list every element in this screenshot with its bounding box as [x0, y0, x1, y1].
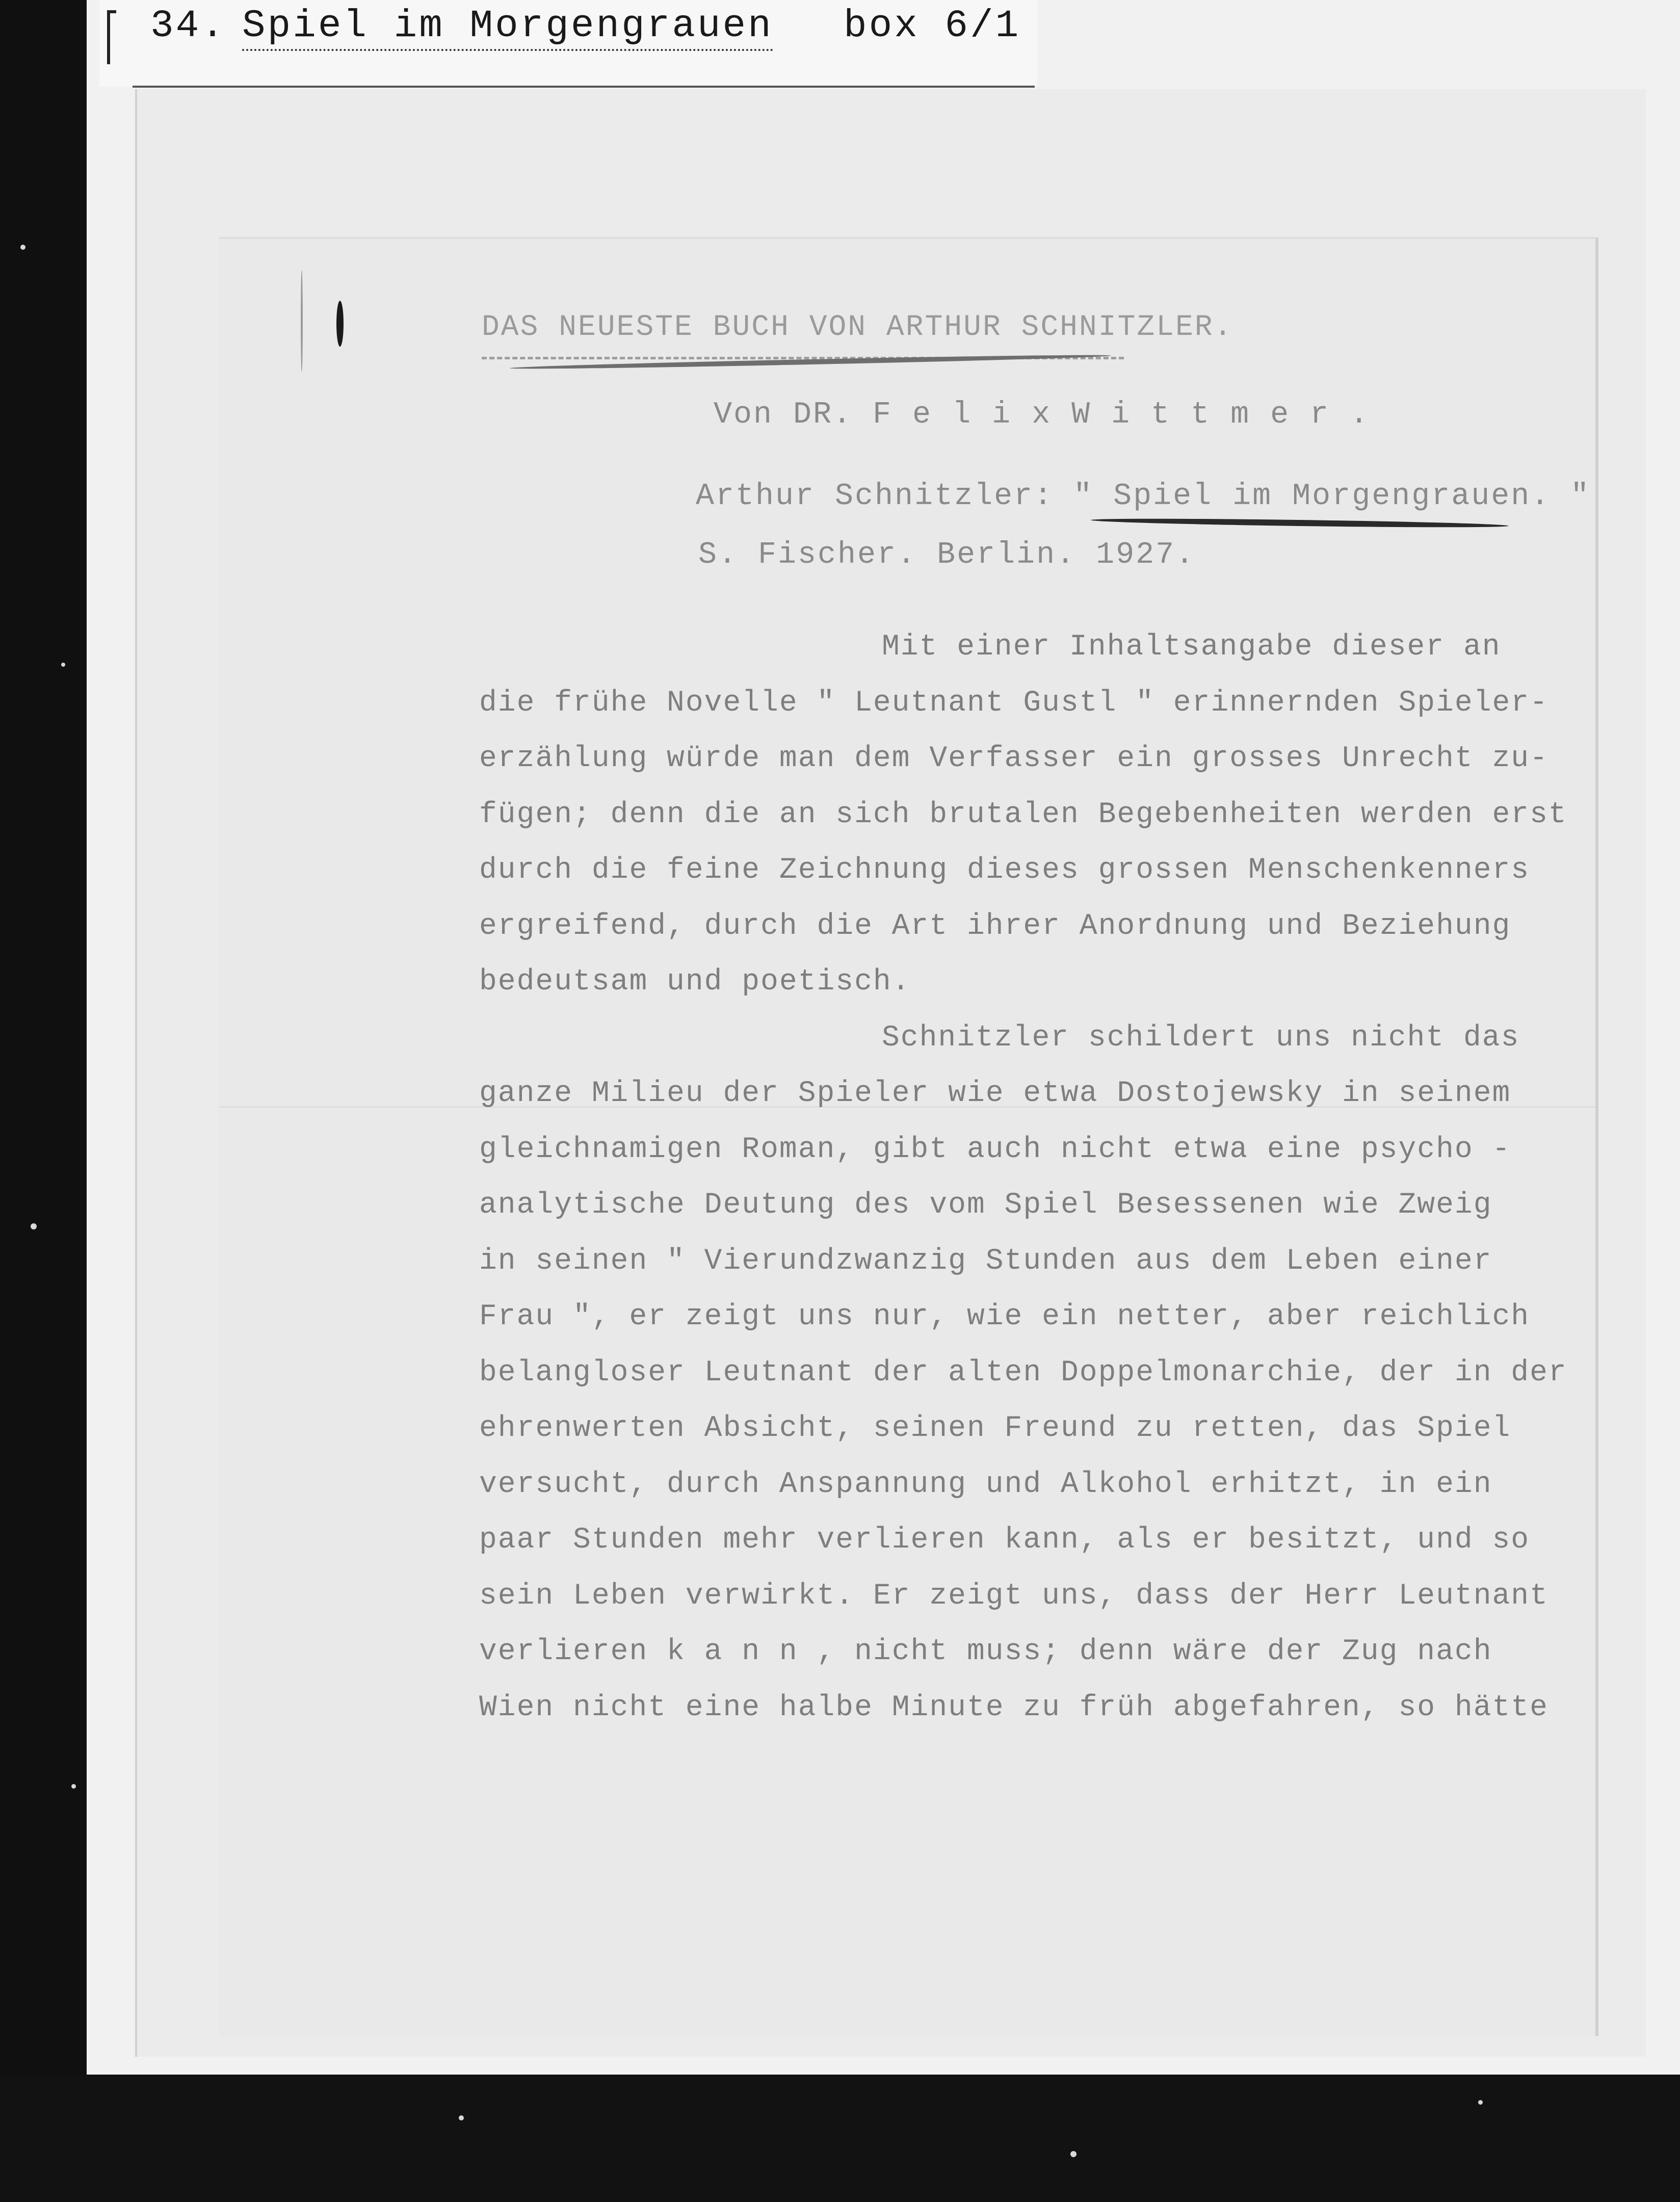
paragraph-1-line: erzählung würde man dem Verfasser ein grosses Unrecht zu-: [479, 742, 1548, 775]
author-byline: Von DR. F e l i x W i t t m e r .: [714, 398, 1370, 432]
margin-ink-mark: [336, 301, 344, 347]
paragraph-1-line: durch die feine Zeichnung dieses grossen Menschenkenners: [479, 854, 1530, 887]
corner-bracket-mark: [107, 10, 116, 64]
paragraph-2-line: ehrenwerten Absicht, seinen Freund zu retten, das Spiel: [479, 1412, 1511, 1445]
paragraph-1-line: die frühe Novelle " Leutnant Gustl " erinnernden Spieler-: [479, 686, 1548, 720]
paragraph-2-line: verlieren k a n n , nicht muss; denn wäre der Zug nach: [479, 1635, 1492, 1668]
scan-dust-speck: [1478, 2100, 1483, 2105]
archive-item-title: Spiel im Morgengrauen: [242, 4, 773, 51]
header-divider: [133, 86, 1035, 88]
paragraph-2-line: belangloser Leutnant der alten Doppelmonarchie, der in der: [479, 1356, 1567, 1390]
scan-dust-speck: [71, 1784, 76, 1789]
scan-border-left: [0, 0, 92, 2202]
paragraph-2-line: Schnitzler schildert uns nicht das: [882, 1021, 1520, 1055]
paragraph-1-line: ergreifend, durch die Art ihrer Anordnung und Beziehung: [479, 909, 1511, 943]
paragraph-2-line: ganze Milieu der Spieler wie etwa Dostojewsky in seinem: [479, 1077, 1511, 1110]
paragraph-2-line: Wien nicht eine halbe Minute zu früh abgefahren, so hätte: [479, 1691, 1548, 1724]
paragraph-1-line: Mit einer Inhaltsangabe dieser an: [882, 631, 1501, 664]
margin-pencil-line: [301, 270, 303, 372]
paragraph-2-line: paar Stunden mehr verlieren kann, als er besitzt, und so: [479, 1524, 1530, 1557]
scan-dust-speck: [31, 1223, 37, 1229]
paragraph-1-line: bedeutsam und poetisch.: [479, 965, 911, 999]
book-reference-publisher: S. Fischer. Berlin. 1927.: [698, 538, 1196, 572]
paragraph-2-line: sein Leben verwirkt. Er zeigt uns, dass der Herr Leutnant: [479, 1579, 1548, 1613]
body-text: [479, 619, 1567, 1736]
paragraph-1-line: fügen; denn die an sich brutalen Begebenheiten werden erst: [479, 798, 1567, 831]
scan-dust-speck: [1070, 2151, 1077, 2157]
paragraph-2-line: versucht, durch Anspannung und Alkohol erhitzt, in ein: [479, 1467, 1492, 1501]
scan-dust-speck: [20, 245, 25, 250]
paragraph-2-line: in seinen " Vierundzwanzig Stunden aus dem Leben einer: [479, 1244, 1492, 1278]
scan-dust-speck: [459, 2115, 464, 2120]
scan-dust-speck: [61, 663, 65, 667]
archive-item-number: 34.: [150, 4, 226, 48]
book-reference-title: Arthur Schnitzler: " Spiel im Morgengrauen. ": [696, 479, 1591, 514]
paragraph-2-line: gleichnamigen Roman, gibt auch nicht etwa eine psycho -: [479, 1133, 1511, 1166]
document-title: DAS NEUESTE BUCH VON ARTHUR SCHNITZLER.: [482, 311, 1233, 344]
scan-border-bottom: [0, 2075, 1680, 2202]
paragraph-2-line: analytische Deutung des vom Spiel Besessenen wie Zweig: [479, 1189, 1492, 1222]
archive-box-label: box 6/1: [844, 4, 1021, 48]
paragraph-2-line: Frau ", er zeigt uns nur, wie ein netter, aber reichlich: [479, 1300, 1530, 1333]
